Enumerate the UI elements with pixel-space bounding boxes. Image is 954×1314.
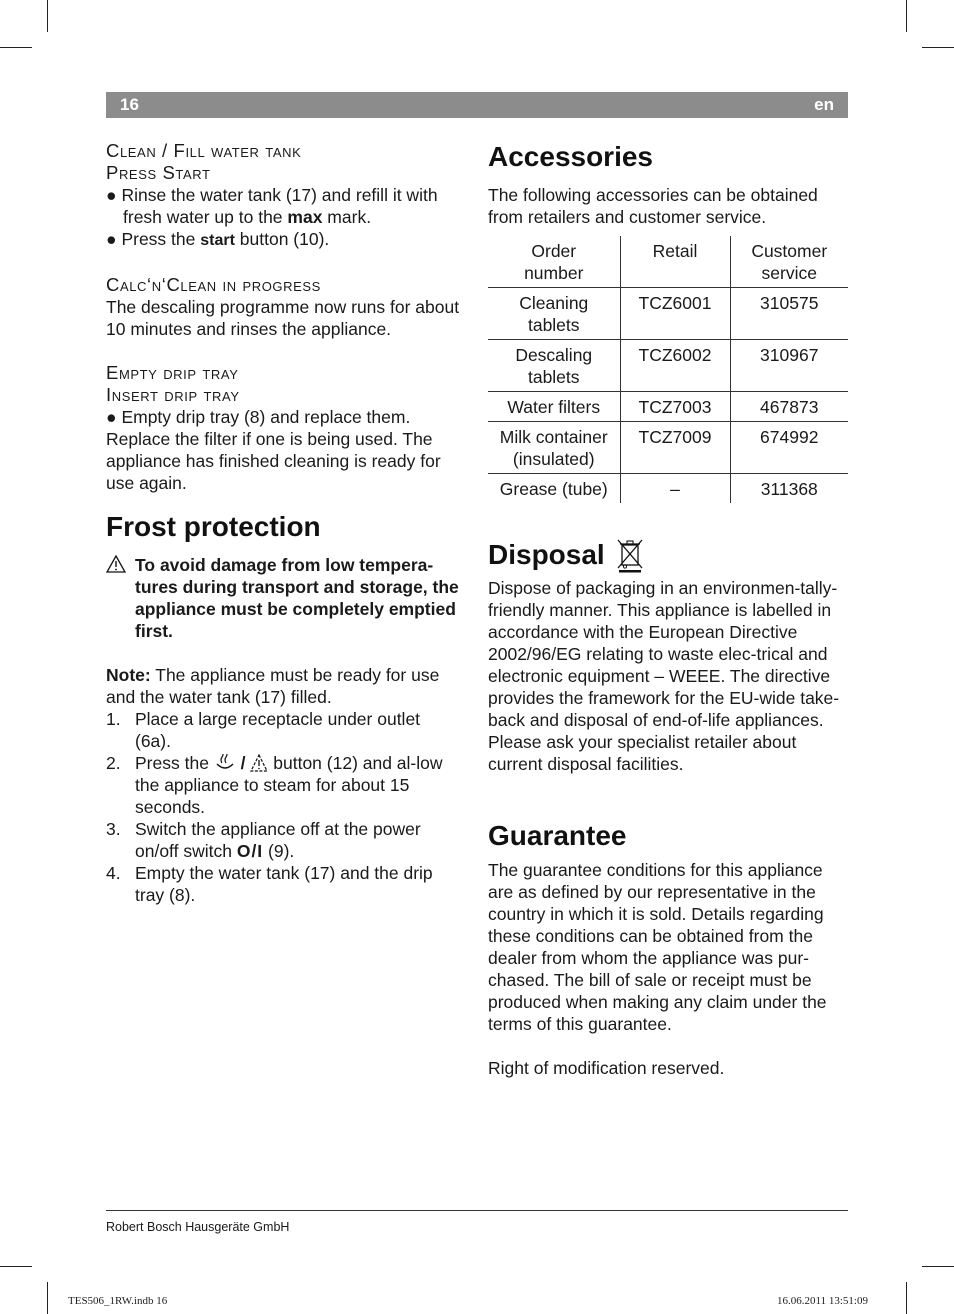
- table-cell: Cleaning tablets: [488, 288, 620, 340]
- table-cell: Grease (tube): [488, 474, 620, 504]
- descaling-text: The descaling programme now runs for about 10 minutes and rinses the appliance.: [106, 297, 460, 339]
- column-header: Retail: [620, 236, 730, 288]
- footer-divider: [106, 1210, 848, 1211]
- frost-protection-heading: Frost protection: [106, 511, 321, 542]
- table-row: [488, 340, 848, 392]
- page-header-bar: [106, 92, 848, 118]
- table-row: [488, 392, 848, 422]
- list-item: 3. Switch the appliance off at the power on/off switch O/I (9).: [106, 819, 421, 861]
- right-column: [488, 140, 850, 1079]
- language-code: en: [814, 95, 834, 114]
- display-message-calc-clean: Calc‘n‘Clean in progress: [106, 274, 321, 295]
- accessories-intro: The following accessories can be obtained from retailers and customer service.: [488, 185, 818, 227]
- page-number: 16: [120, 95, 139, 114]
- list-item: 2. Press the / button (12) and al-low the appliance to steam for about 15 seconds.: [106, 753, 443, 817]
- filter-text: Replace the filter if one is being used. The appliance has finished cleaning is ready for use again.: [106, 429, 441, 493]
- list-item: 1. Place a large receptacle under outlet (6a).: [106, 709, 421, 751]
- warning-triangle-icon: [106, 555, 126, 573]
- display-message-clean-fill: Clean / Fill water tank: [106, 140, 302, 161]
- bullet-empty-drip-tray: ● Empty drip tray (8) and replace them.: [106, 407, 411, 427]
- crop-mark: [47, 1282, 48, 1314]
- display-message-press-start: Press Start: [106, 162, 211, 183]
- table-header-row: [488, 236, 848, 288]
- table-row: [488, 288, 848, 340]
- crop-mark: [906, 1282, 907, 1314]
- display-message-empty-drip-tray: Empty drip tray: [106, 362, 239, 383]
- on-off-switch-symbol: O/I: [236, 841, 264, 861]
- table-cell: TCZ7003: [620, 392, 730, 422]
- frost-steps: [106, 708, 460, 906]
- column-header: Order number: [488, 236, 620, 288]
- table-cell: 311368: [730, 474, 848, 504]
- list-item: 4. Empty the water tank (17) and the drip tray (8).: [106, 863, 433, 905]
- column-header: Customer service: [730, 236, 848, 288]
- bullet-press-start: ● Press the start button (10).: [106, 229, 330, 249]
- left-column: [106, 140, 460, 906]
- crop-mark: [0, 47, 32, 48]
- table-cell: 310967: [730, 340, 848, 392]
- frost-warning: To avoid damage from low tempera-tures during transport and storage, the appliance must be completely emptied first.: [106, 554, 460, 642]
- bullet-rinse-tank: ● Rinse the water tank (17) and refill it with fresh water up to the max mark.: [106, 185, 438, 227]
- table-cell: Descaling tablets: [488, 340, 620, 392]
- footer-company: Robert Bosch Hausgeräte GmbH: [106, 1220, 290, 1234]
- table-cell: Water filters: [488, 392, 620, 422]
- table-cell: 674992: [730, 422, 848, 474]
- crop-mark: [906, 0, 907, 32]
- steam-button-icon: [214, 754, 236, 772]
- guarantee-heading: Guarantee: [488, 820, 627, 851]
- table-cell: TCZ7009: [620, 422, 730, 474]
- crop-mark: [47, 0, 48, 32]
- crop-mark: [922, 47, 954, 48]
- table-row: [488, 422, 848, 474]
- table-cell: TCZ6002: [620, 340, 730, 392]
- accessories-table: [488, 236, 848, 503]
- crossed-out-wheelie-bin-icon: [615, 537, 645, 573]
- table-cell: –: [620, 474, 730, 504]
- guarantee-text: The guarantee conditions for this appliance are as defined by our representative in the country in which it is sold. Details regarding these conditions can be obtained from the dealer from whom the appliance was pur-chased. The bill of sale or receipt must be produced when making any claim under the terms of this guarantee.: [488, 860, 827, 1034]
- table-row: [488, 474, 848, 504]
- accessories-heading: Accessories: [488, 141, 654, 172]
- warning-triangle-small-icon: [250, 754, 268, 772]
- table-cell: 467873: [730, 392, 848, 422]
- table-cell: 310575: [730, 288, 848, 340]
- print-slug-file: TES506_1RW.indb 16: [68, 1295, 168, 1307]
- crop-mark: [0, 1266, 32, 1267]
- print-slug-date: 16.06.2011 13:51:09: [777, 1295, 868, 1307]
- disposal-text: Dispose of packaging in an environmen-tally-friendly manner. This appliance is labelled in accordance with the European Directive 2002/96/EG relating to waste elec-trical and electronic equipment – WEEE. The directive provides the framework for the EU-wide take-back and disposal of end-of-life appliances. Please ask your specialist retailer about current disposal facilities.: [488, 578, 840, 774]
- modification-reserved: Right of modification reserved.: [488, 1058, 725, 1078]
- crop-mark: [922, 1266, 954, 1267]
- table-cell: TCZ6001: [620, 288, 730, 340]
- disposal-heading: Disposal: [488, 537, 850, 573]
- table-cell: Milk container (insulated): [488, 422, 620, 474]
- frost-note: Note: The appliance must be ready for use and the water tank (17) filled.: [106, 665, 440, 707]
- display-message-insert-drip-tray: Insert drip tray: [106, 384, 240, 405]
